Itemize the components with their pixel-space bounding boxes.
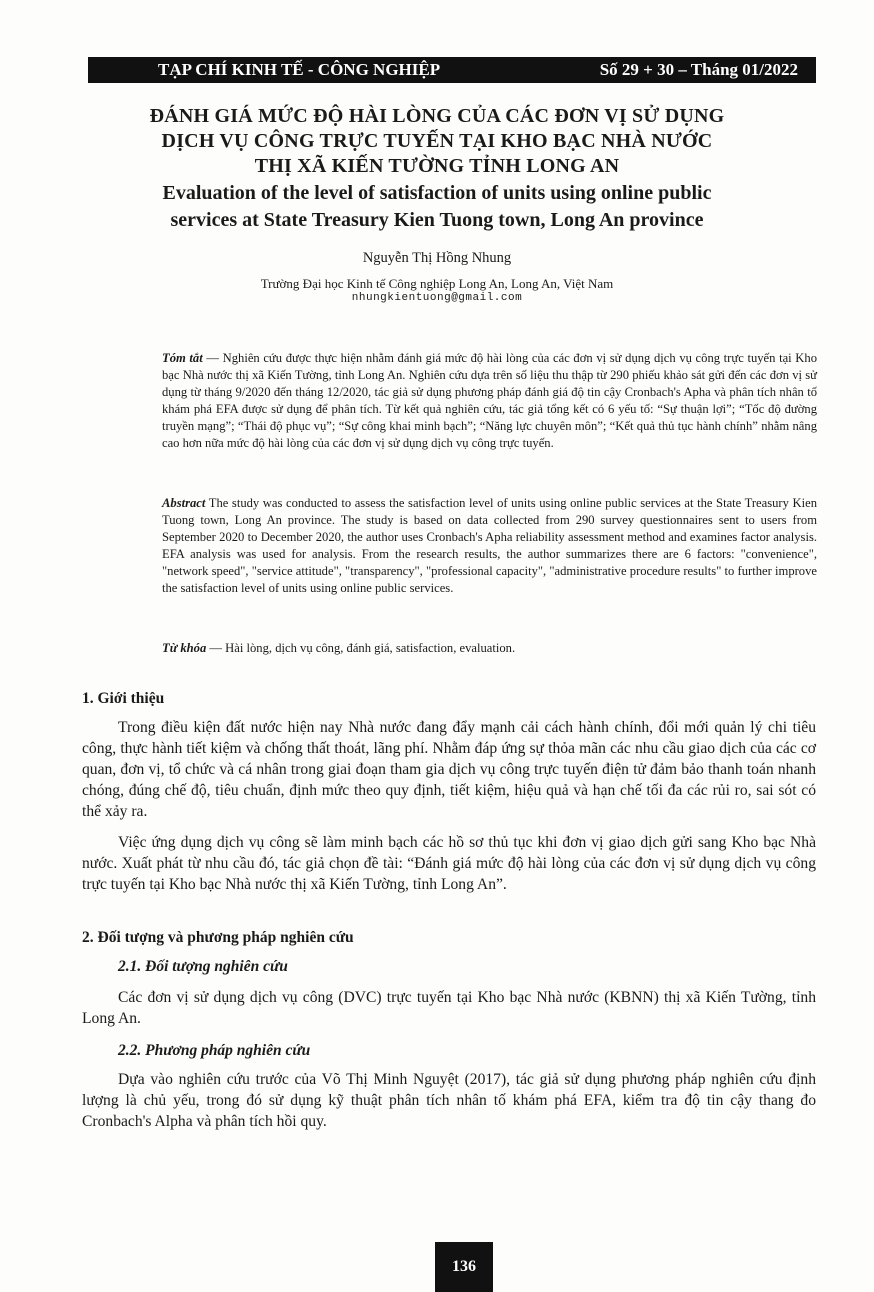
vietnamese-title-line-3: THỊ XÃ KIẾN TƯỜNG TỈNH LONG AN	[254, 155, 620, 177]
author-email: nhungkientuong@gmail.com	[351, 292, 523, 304]
journal-header-bar	[88, 57, 816, 83]
section-2-2-text: Dựa vào nghiên cứu trước của Võ Thị Minh Nguyệt (2017), tác giả sử dụng phương pháp nghiên cứu định lượng là chủ yếu, trong đó sử dụng kỹ thuật phân tích nhân tố khám phá EFA, kiểm tra độ tin cậy thang đo Cronbach's Alpha và phân tích hồi quy.	[82, 1071, 816, 1130]
section-2-1-heading: 2.1. Đối tượng nghiên cứu	[118, 958, 288, 975]
keywords-label: Từ khóa	[162, 641, 207, 655]
section-2-2-heading: 2.2. Phương pháp nghiên cứu	[118, 1042, 311, 1059]
section-1-paragraph-1: Trong điều kiện đất nước hiện nay Nhà nước đang đẩy mạnh cải cách hành chính, đổi mới quản lý chi tiêu công, thực hành tiết kiệm và chống thất thoát, lãng phí. Nhằm đáp ứng sự thỏa mãn các nhu cầu giao dịch của các cơ quan, đơn vị, tổ chức và cá nhân trong giai đoạn tham gia dịch vụ công trực tuyến điện tử đảm bảo thanh toán nhanh chóng, đúng chế độ, tiêu chuẩn, định mức theo quy định, tiết kiệm, hiệu quả và hạn chế tối đa các rủi ro, sai sót có thể xảy ra.	[82, 719, 816, 820]
section-1-heading: 1. Giới thiệu	[82, 690, 165, 707]
section-2-1-text: Các đơn vị sử dụng dịch vụ công (DVC) trực tuyến tại Kho bạc Nhà nước (KBNN) thị xã Kiến Tường, tỉnh Long An.	[82, 989, 816, 1027]
keywords	[162, 640, 817, 657]
vietnamese-title-line-1: ĐÁNH GIÁ MỨC ĐỘ HÀI LÒNG CỦA CÁC ĐƠN VỊ SỬ DỤNG	[149, 105, 725, 127]
abstract-english	[162, 495, 817, 597]
issue-info: Số 29 + 30 – Tháng 01/2022	[599, 60, 798, 79]
abstract-vietnamese	[162, 350, 817, 452]
author-name: Nguyễn Thị Hồng Nhung	[362, 250, 512, 266]
author-affiliation: Trường Đại học Kinh tế Công nghiệp Long An, Long An, Việt Nam	[260, 276, 614, 291]
page-number: 136	[435, 1242, 493, 1292]
abstract-en-label: Abstract	[162, 496, 206, 510]
abstract-en-text: The study was conducted to assess the satisfaction level of units using online public services at the State Treasury Kien Tuong town, Long An province. The study is based on data collected from 290 survey questionnaires sent to users from September 2020 to December 2020, the author uses Cronbach's Apha reliability assessment method and examines factor analysis. EFA analysis was used for analysis. From the research results, the author summarizes there are 6 factors: "convenience", "network speed", "service attitude", "transparency", "professional capacity", "administrative procedure results" to further improve the satisfaction level of units using online public services.	[162, 496, 817, 595]
title-block	[80, 104, 794, 234]
section-1-paragraph-2: Việc ứng dụng dịch vụ công sẽ làm minh bạch các hồ sơ thủ tục khi đơn vị giao dịch gửi sang Kho bạc Nhà nước. Xuất phát từ nhu cầu đó, tác giả chọn đề tài: “Đánh giá mức độ hài lòng của các đơn vị sử dụng dịch vụ công trực tuyến tại Kho bạc Nhà nước thị xã Kiến Tường, tỉnh Long An”.	[82, 834, 816, 893]
vietnamese-title-line-2: DỊCH VỤ CÔNG TRỰC TUYẾN TẠI KHO BẠC NHÀ NƯỚC	[161, 130, 713, 152]
section-2-heading: 2. Đối tượng và phương pháp nghiên cứu	[82, 929, 354, 946]
english-title-line-2: services at State Treasury Kien Tuong town, Long An province	[170, 209, 704, 231]
journal-name: TẠP CHÍ KINH TẾ - CÔNG NGHIỆP	[158, 60, 441, 79]
english-title-line-1: Evaluation of the level of satisfaction of units using online public	[162, 182, 712, 204]
abstract-vn-text: — Nghiên cứu được thực hiện nhằm đánh giá mức độ hài lòng của các đơn vị sử dụng dịch vụ công trực tuyến tại Kho bạc Nhà nước thị xã Kiến Tường, tỉnh Long An. Nghiên cứu dựa trên số liệu thu thập từ 290 phiếu khảo sát gửi đến các đơn vị sử dụng từ tháng 9/2020 đến tháng 12/2020, tác giả sử dụng phương pháp đánh giá độ tin cậy Cronbach's Apha và phân tích nhân tố khám phá EFA được sử dụng để phân tích. Từ kết quả nghiên cứu, tác giả tổng kết có 6 yếu tố: “Sự thuận lợi”; “Tốc độ đường truyền mạng”; “Thái độ phục vụ”; “Sự công khai minh bạch”; “Năng lực chuyên môn”; “Kết quả thủ tục hành chính” nhằm nâng cao hơn nữa mức độ hài lòng của các đơn vị sử dụng dịch vụ công trực tuyến.	[162, 351, 817, 450]
abstract-vn-label: Tóm tắt	[162, 351, 203, 365]
keywords-text: — Hài lòng, dịch vụ công, đánh giá, satisfaction, evaluation.	[206, 641, 516, 655]
